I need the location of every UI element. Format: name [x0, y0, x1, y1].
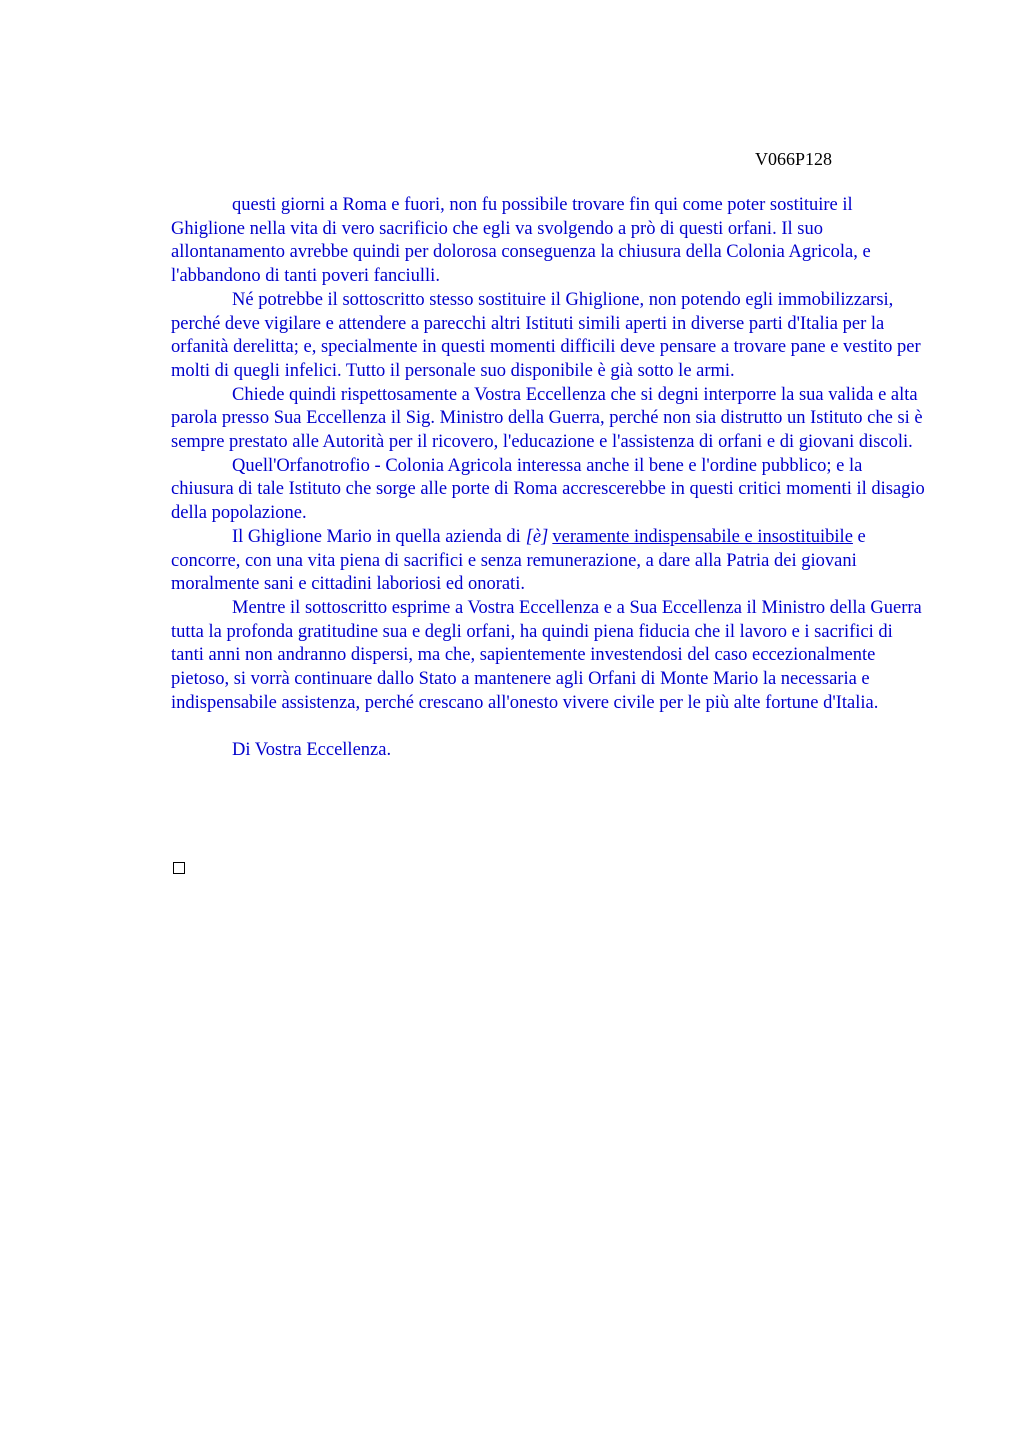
- paragraph-5-before: Il Ghiglione Mario in quella azienda di: [232, 526, 521, 547]
- paragraph-4: Quell'Orfanotrofio - Colonia Agricola interessa anche il bene e l'ordine pubblico; e la chiusura di tale Istituto che sorge alle porte di Roma accrescerebbe in questi critici momenti il disagio della popolazione.: [171, 455, 925, 524]
- page-identifier: V066P128: [755, 149, 833, 169]
- paragraph-2: Né potrebbe il sottoscritto stesso sostituire il Ghiglione, non potendo egli immobilizzarsi, perché deve vigilare e attendere a parecchi altri Istituti simili aperti in diverse parti d'Italia per la orfanità derelitta; e, specialmente in questi momenti difficili deve pensare a trovare pane e vestito per molti di quegli infelici. Tutto il personale suo disponibile è già sotto le armi.: [171, 289, 921, 381]
- paragraph-6: Mentre il sottoscritto esprime a Vostra Eccellenza e a Sua Eccellenza il Ministro della Guerra tutta la profonda gratitudine sua e degli orfani, ha quindi piena fiducia che il lavoro e i sacrifici di tanti anni non andranno dispersi, ma che, sapientemente investendosi del caso eccezionalmente pietoso, si vorrà continuare dallo Stato a mantenere agli Orfani di Monte Mario la necessaria e indispensabile assistenza, perché crescano all'onesto vivere civile per le più alte fortune d'Italia.: [171, 597, 922, 713]
- paragraph-3: Chiede quindi rispettosamente a Vostra Eccellenza che si degni interporre la sua valida e alta parola presso Sua Eccellenza il Sig. Ministro della Guerra, perché non sia distrutto un Istituto che si è sempre prestato alle Autorità per il ricovero, l'educazione e l'assistenza di orfani e di giovani discoli.: [171, 384, 923, 453]
- letter-body: [171, 194, 929, 763]
- underlined-phrase: veramente indispensabile e insostituibile: [552, 526, 853, 547]
- paragraph-5-after: e concorre, con una vita piena di sacrifici e senza remunerazione, a dare alla Patria dei giovani moralmente sani e cittadini laboriosi ed onorati.: [171, 526, 866, 595]
- end-marker-box: [173, 862, 185, 874]
- paragraph-1: questi giorni a Roma e fuori, non fu possibile trovare fin qui come poter sostituire il Ghiglione nella vita di vero sacrificio che egli va svolgendo a prò di questi orfani. Il suo allontanamento avrebbe quindi per dolorosa conseguenza la chiusura della Colonia Agricola, e l'abbandono di tanti poveri fanciulli.: [171, 195, 871, 287]
- editorial-insertion: [è]: [525, 526, 549, 547]
- closing-salutation: Di Vostra Eccellenza.: [232, 740, 392, 761]
- paragraph-5: [171, 526, 929, 597]
